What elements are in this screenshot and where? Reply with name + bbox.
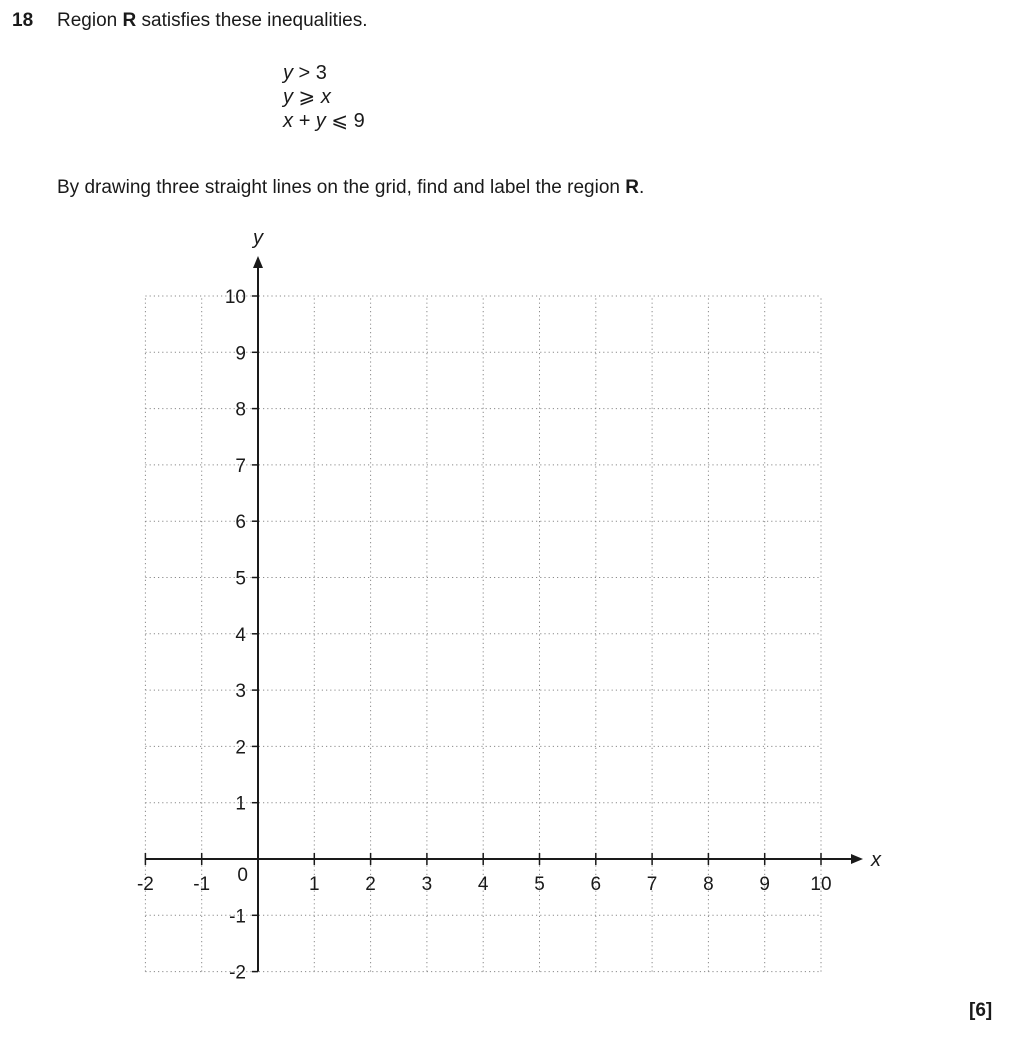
x-tick-label: 6 (590, 874, 602, 895)
instruction-prefix: By drawing three straight lines on the grid, find and label the region (57, 177, 626, 198)
inequality-3-rhs: 9 (353, 110, 365, 132)
y-tick-label: -1 (229, 906, 246, 928)
inequality-1-rhs: 3 (315, 62, 327, 84)
y-tick-label: 4 (235, 624, 246, 646)
x-tick-label: 2 (365, 874, 376, 895)
x-tick-label: 9 (759, 874, 770, 895)
instruction-suffix: . (638, 177, 645, 198)
inequality-1-op: > (293, 62, 316, 84)
y-tick-label: 6 (235, 512, 246, 534)
inequality-2-rhs: x (320, 86, 331, 108)
y-tick-label: 7 (235, 455, 246, 477)
marks-label: [6] (969, 1000, 993, 1021)
y-axis-arrow-icon (253, 256, 263, 268)
y-axis-label: y (253, 227, 263, 249)
x-tick-label: 1 (309, 874, 320, 895)
y-tick-label: 2 (235, 737, 246, 759)
y-tick-label: -2 (229, 962, 246, 984)
stem-suffix: satisfies these inequalities. (136, 10, 368, 31)
inequality-1-lhs: y (283, 62, 293, 84)
x-tick-label: 3 (421, 874, 433, 895)
y-tick-label: 1 (235, 793, 246, 815)
inequality-2-lhs: y (283, 86, 293, 108)
x-axis-label: x (871, 849, 881, 871)
inequality-3-op: ⩽ (325, 110, 354, 132)
origin-label: 0 (237, 865, 248, 886)
x-tick-label: 8 (703, 874, 714, 895)
stem-prefix: Region (57, 10, 123, 31)
x-axis-arrow-icon (851, 854, 863, 864)
x-tick-label: 7 (646, 874, 658, 895)
y-tick-label: 9 (235, 343, 246, 365)
y-tick-label: 5 (235, 568, 246, 590)
x-tick-label: 10 (810, 874, 832, 895)
y-tick-label: 3 (235, 681, 246, 703)
question-number: 18 (12, 10, 34, 31)
x-tick-label: -2 (136, 874, 154, 895)
y-tick-label: 8 (235, 399, 246, 421)
inequality-2-op: ⩾ (293, 86, 321, 108)
y-tick-label: 10 (224, 287, 246, 308)
instruction-region-letter: R (625, 177, 639, 198)
x-tick-label: -1 (193, 874, 211, 895)
inequality-3-lhs: x + y (283, 110, 326, 132)
region-letter: R (122, 10, 137, 31)
x-tick-label: 4 (477, 874, 489, 895)
x-tick-label: 5 (534, 874, 545, 895)
